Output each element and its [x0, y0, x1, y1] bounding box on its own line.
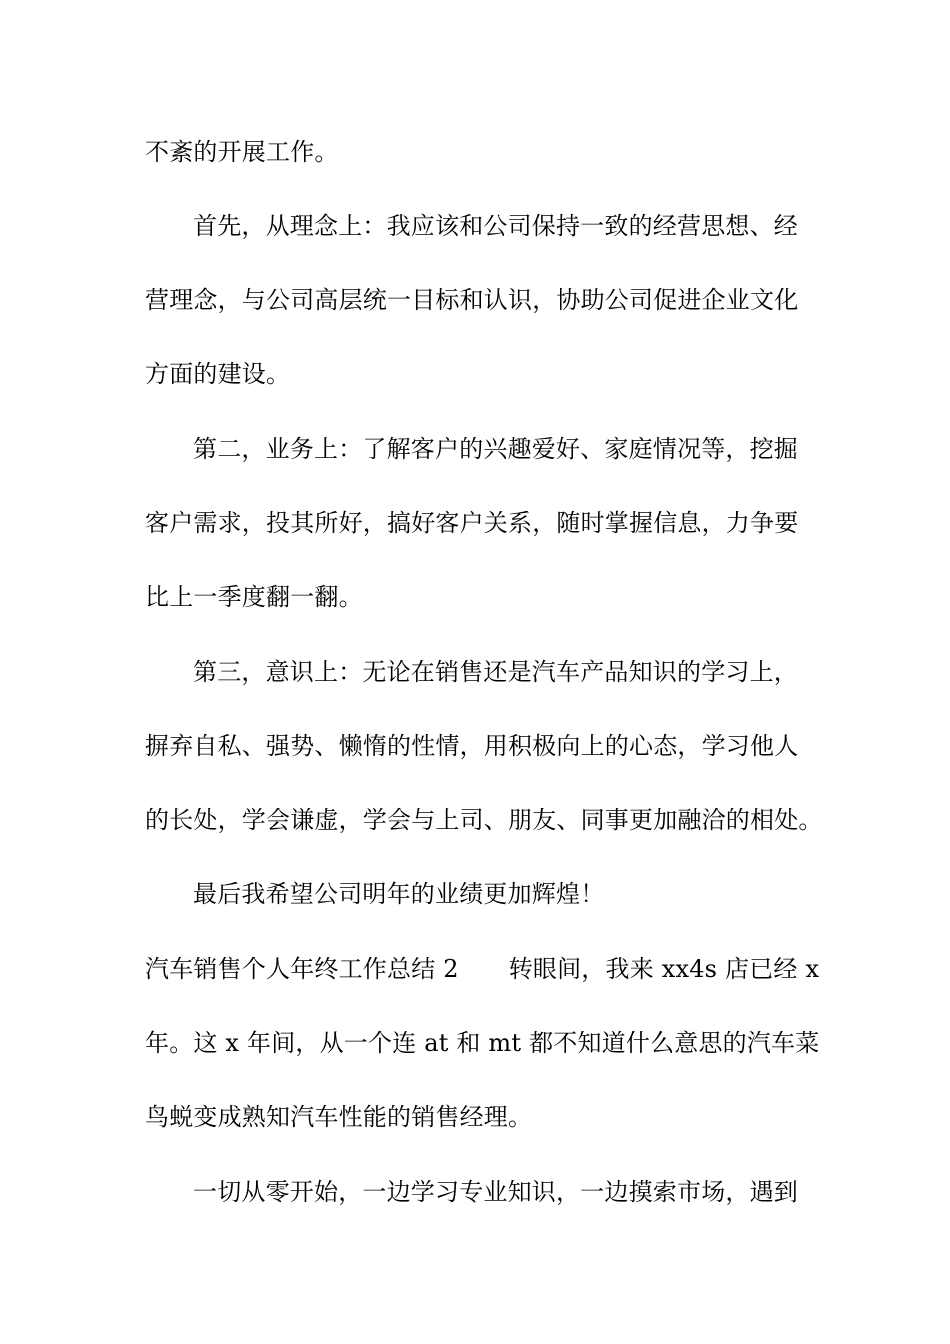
paragraph-line: 方面的建设。 — [145, 360, 291, 388]
paragraph-line: 首先，从理念上：我应该和公司保持一致的经营思想、经 — [193, 212, 798, 240]
section-title: 汽车销售个人年终工作总结 2 — [145, 955, 459, 983]
paragraph-line: 最后我希望公司明年的业绩更加辉煌！ — [193, 880, 605, 908]
paragraph-line: 年。这 x 年间，从一个连 at 和 mt 都不知道什么意思的汽车菜 — [145, 1029, 820, 1057]
paragraph-line: 不紊的开展工作。 — [145, 138, 339, 166]
paragraph-line: 摒弃自私、强势、懒惰的性情，用积极向上的心态，学习他人 — [145, 732, 799, 760]
paragraph-line: 比上一季度翻一翻。 — [145, 583, 363, 611]
paragraph-line: 第二，业务上：了解客户的兴趣爱好、家庭情况等，挖掘 — [193, 435, 798, 463]
paragraph-line: 一切从零开始，一边学习专业知识，一边摸索市场，遇到 — [193, 1178, 798, 1206]
paragraph-line: 鸟蜕变成熟知汽车性能的销售经理。 — [145, 1103, 533, 1131]
paragraph-line: 的长处，学会谦虚，学会与上司、朋友、同事更加融洽的相处。 — [145, 806, 823, 834]
paragraph-line: 第三，意识上：无论在销售还是汽车产品知识的学习上， — [193, 658, 798, 686]
section-heading-line — [145, 954, 820, 984]
section-intro-text: 转眼间，我来 xx4s 店已经 x — [508, 955, 820, 983]
paragraph-line: 营理念，与公司高层统一目标和认识，协助公司促进企业文化 — [145, 286, 799, 314]
paragraph-line: 客户需求，投其所好，搞好客户关系，随时掌握信息，力争要 — [145, 509, 799, 537]
